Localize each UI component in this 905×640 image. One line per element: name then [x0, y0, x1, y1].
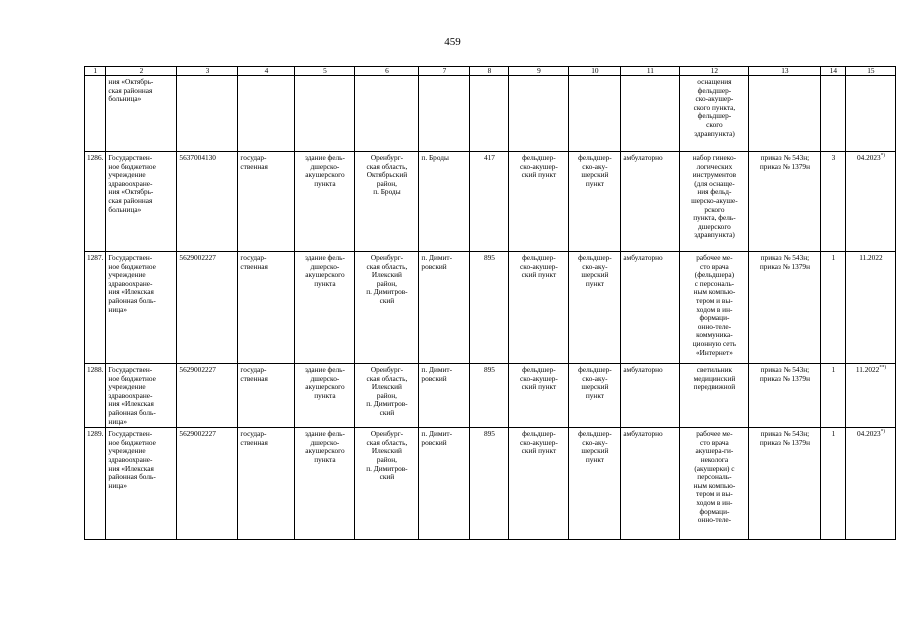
column-header: 5 — [295, 67, 355, 76]
footnote-mark: *) — [880, 153, 885, 159]
cell-text: ния «Октябрь- ская районная больница» — [108, 77, 154, 104]
cell-text: Оренбург- ская область, Октябрьский район, п. Броды — [366, 153, 408, 197]
column-header: 1 — [85, 67, 106, 76]
cell-text: государ- ственная — [240, 153, 268, 171]
building-cell — [295, 252, 355, 364]
cell-text: 5629002227 — [179, 429, 216, 439]
unit-type-cell — [569, 76, 621, 152]
cell-text: амбулаторно — [623, 429, 663, 439]
organization-cell — [106, 76, 177, 152]
cell-text: амбулаторно — [623, 153, 663, 162]
cell-text: Государствен- ное бюджетное учреждение здравоохране- ния «Илекская районная боль- ница» — [108, 253, 156, 314]
cell-text: приказ № 543н; приказ № 1379н — [759, 153, 810, 171]
care-form-cell — [621, 252, 680, 364]
cell-text: фельдшер- ско-акушер- ский пункт — [520, 429, 558, 456]
cell-text: 04.2023 — [856, 429, 881, 439]
address-cell — [355, 76, 419, 152]
quantity-cell — [821, 76, 846, 152]
building-cell — [295, 364, 355, 428]
cell-text: светильник медицинский передвижной — [693, 365, 736, 392]
cell-text: Государствен- ное бюджетное учреждение здравоохране- ния «Октябрь- ская районная больница» — [108, 153, 156, 214]
row-number-cell — [85, 428, 106, 540]
care-form-cell — [621, 76, 680, 152]
cell-text: набор гинеко- логических инструментов (для оснаще- ния фельд- шерско-акуше- рского пункта, фель- дшерского здравпункта) — [691, 153, 738, 240]
ownership-cell — [238, 428, 295, 540]
order-cell — [749, 152, 821, 252]
locality-cell — [419, 364, 470, 428]
locality-cell — [419, 252, 470, 364]
column-header: 4 — [238, 67, 295, 76]
footnote-mark: *) — [880, 429, 885, 435]
cell-text: фельдшер- ско-аку- шерский пункт — [578, 153, 612, 188]
organization-cell — [106, 428, 177, 540]
quantity-cell — [821, 428, 846, 540]
population-cell — [470, 76, 509, 152]
order-cell — [749, 428, 821, 540]
cell-text: 5637004130 — [179, 153, 216, 162]
cell-text: 895 — [483, 253, 495, 262]
row-number-cell — [85, 252, 106, 364]
date-cell — [846, 152, 896, 252]
cell-text: рабочее ме- сто врача (фельдшера) с персональ- ным компью- тером и вы- ходом в ин- формаци- онно-теле- коммуника- ционную сеть «Интернет» — [692, 253, 737, 357]
cell-text: Оренбург- ская область, Илекский район, п. Димитров- ский — [366, 253, 408, 305]
cell-text: здание фель- дшерско- акушерского пункта — [304, 429, 345, 464]
equipment-cell — [680, 252, 749, 364]
cell-text: п. Димит- ровский — [421, 429, 452, 447]
facility-type-cell — [509, 428, 569, 540]
cell-text: фельдшер- ско-аку- шерский пункт — [578, 429, 612, 464]
cell-text: Государствен- ное бюджетное учреждение здравоохране- ния «Илекская районная боль- ница» — [108, 365, 156, 426]
address-cell — [355, 252, 419, 364]
population-cell — [470, 252, 509, 364]
cell-text: 895 — [483, 365, 495, 374]
inn-cell — [177, 76, 238, 152]
organization-cell — [106, 252, 177, 364]
ownership-cell — [238, 364, 295, 428]
date-cell — [846, 76, 896, 152]
cell-text: 3 — [831, 153, 836, 162]
cell-text: Оренбург- ская область, Илекский район, п. Димитров- ский — [366, 429, 408, 482]
ownership-cell — [238, 76, 295, 152]
cell-text: амбулаторно — [623, 253, 663, 262]
locality-cell — [419, 152, 470, 252]
cell-text: п. Димит- ровский — [421, 253, 452, 271]
population-cell — [470, 364, 509, 428]
care-form-cell — [621, 152, 680, 252]
column-header: 15 — [846, 67, 896, 76]
row-number-cell — [85, 76, 106, 152]
inn-cell — [177, 152, 238, 252]
population-cell — [470, 428, 509, 540]
cell-text: государ- ственная — [240, 429, 268, 447]
cell-text: 1 — [831, 365, 836, 374]
address-cell — [355, 152, 419, 252]
date-cell — [846, 252, 896, 364]
cell-text: Оренбург- ская область, Илекский район, п. Димитров- ский — [366, 365, 408, 417]
unit-type-cell — [569, 152, 621, 252]
column-header: 7 — [419, 67, 470, 76]
address-cell — [355, 428, 419, 540]
cell-text: 1286. — [87, 153, 104, 162]
row-number-cell — [85, 152, 106, 252]
cell-text: фельдшер- ско-аку- шерский пункт — [578, 253, 612, 288]
cell-text: фельдшер- ско-акушер- ский пункт — [520, 365, 558, 392]
quantity-cell — [821, 364, 846, 428]
quantity-cell — [821, 252, 846, 364]
column-header: 2 — [106, 67, 177, 76]
cell-text: приказ № 543н; приказ № 1379н — [759, 365, 810, 383]
ownership-cell — [238, 152, 295, 252]
cell-text: амбулаторно — [623, 365, 663, 374]
page-number: 459 — [444, 36, 461, 48]
cell-text: п. Димит- ровский — [421, 365, 452, 383]
cell-text: 04.2023 — [856, 153, 881, 162]
cell-text: здание фель- дшерско- акушерского пункта — [304, 253, 345, 288]
column-header: 9 — [509, 67, 569, 76]
equipment-cell — [680, 364, 749, 428]
organization-cell — [106, 364, 177, 428]
date-cell — [846, 364, 896, 428]
footnote-mark: **) — [879, 365, 886, 371]
table-row — [85, 152, 896, 252]
row-number-cell — [85, 364, 106, 428]
header-row — [85, 67, 896, 76]
cell-text: фельдшер- ско-акушер- ский пункт — [520, 153, 558, 180]
cell-text: здание фель- дшерско- акушерского пункта — [304, 153, 345, 188]
column-header: 3 — [177, 67, 238, 76]
cell-text: 1287. — [87, 253, 104, 262]
building-cell — [295, 152, 355, 252]
building-cell — [295, 76, 355, 152]
equipment-cell — [680, 76, 749, 152]
population-cell — [470, 152, 509, 252]
organization-cell — [106, 152, 177, 252]
address-cell — [355, 364, 419, 428]
inn-cell — [177, 252, 238, 364]
cell-text: 1 — [831, 253, 836, 262]
order-cell — [749, 364, 821, 428]
column-header: 10 — [569, 67, 621, 76]
cell-text: государ- ственная — [240, 365, 268, 383]
column-header: 12 — [680, 67, 749, 76]
cell-text: государ- ственная — [240, 253, 268, 271]
facility-type-cell — [509, 152, 569, 252]
cell-text: 895 — [483, 429, 495, 439]
locality-cell — [419, 76, 470, 152]
cell-text: фельдшер- ско-акушер- ский пункт — [520, 253, 558, 280]
cell-text: 1288. — [87, 365, 104, 374]
equipment-cell — [680, 428, 749, 540]
cell-text: 11.2022 — [859, 253, 883, 262]
table-row — [85, 252, 896, 364]
cell-text: 5629002227 — [179, 253, 216, 262]
care-form-cell — [621, 364, 680, 428]
table-row — [85, 76, 896, 152]
building-cell — [295, 428, 355, 540]
order-cell — [749, 76, 821, 152]
cell-text: Государствен- ное бюджетное учреждение здравоохране- ния «Илекская районная боль- ница» — [108, 429, 156, 490]
facility-type-cell — [509, 76, 569, 152]
order-cell — [749, 252, 821, 364]
care-form-cell — [621, 428, 680, 540]
quantity-cell — [821, 152, 846, 252]
table-row — [85, 364, 896, 428]
cell-text: здание фель- дшерско- акушерского пункта — [304, 365, 345, 400]
unit-type-cell — [569, 428, 621, 540]
column-header: 6 — [355, 67, 419, 76]
column-header: 13 — [749, 67, 821, 76]
cell-text: рабочее ме- сто врача акушера-ги- неколога (акушерки) с персональ- ным компью- тером и вы- ходом в ин- формаци- онно-теле- — [693, 429, 736, 525]
cell-text: 1 — [831, 429, 836, 439]
column-header: 8 — [470, 67, 509, 76]
cell-text: 11.2022 — [855, 365, 880, 374]
cell-text: 1289. — [87, 429, 104, 439]
cell-text: п. Броды — [421, 153, 449, 162]
cell-text: приказ № 543н; приказ № 1379н — [759, 429, 810, 447]
locality-cell — [419, 428, 470, 540]
column-header: 14 — [821, 67, 846, 76]
cell-text: приказ № 543н; приказ № 1379н — [759, 253, 810, 271]
equipment-cell — [680, 152, 749, 252]
column-header: 11 — [621, 67, 680, 76]
cell-text: 417 — [483, 153, 495, 162]
inn-cell — [177, 364, 238, 428]
facility-type-cell — [509, 364, 569, 428]
ownership-cell — [238, 252, 295, 364]
data-table — [84, 66, 896, 540]
cell-text: фельдшер- ско-аку- шерский пункт — [578, 365, 612, 400]
date-cell — [846, 428, 896, 540]
cell-text: 5629002227 — [179, 365, 216, 374]
table-body — [85, 67, 896, 540]
unit-type-cell — [569, 364, 621, 428]
inn-cell — [177, 428, 238, 540]
cell-text: оснащения фельдшер- ско-акушер- ского пункта, фельдшер- ского здравпункта) — [693, 77, 736, 138]
facility-type-cell — [509, 252, 569, 364]
unit-type-cell — [569, 252, 621, 364]
table-row — [85, 428, 896, 540]
